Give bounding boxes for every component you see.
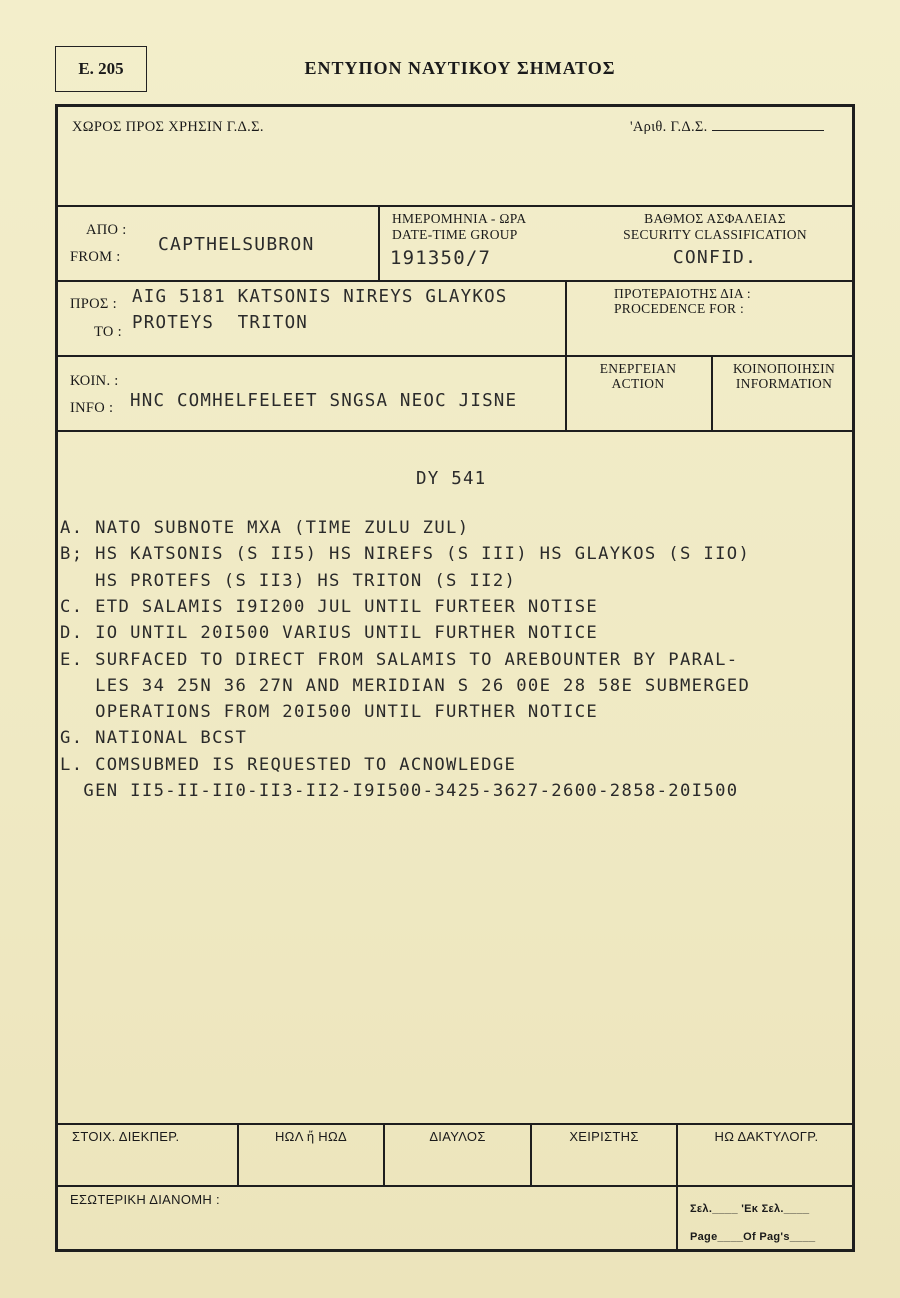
precedence-label-en: PROCEDENCE FOR : [614,301,745,316]
message-line: G. NATIONAL BCST [60,728,248,749]
divider-distribution [55,1185,855,1187]
form-code-box [55,46,147,92]
form-title: ΕΝΤΥΠΟΝ ΝΑΥΤΙΚΟΥ ΣΗΜΑΤΟΣ [304,58,616,78]
distribution-label: ΕΣΩΤΕΡΙΚΗ ΔΙΑΝΟΜΗ : [70,1192,220,1207]
gds-number-label: 'Αριθ. Γ.Δ.Σ. [630,119,824,136]
message-heading: DY 541 [416,469,487,489]
message-line: OPERATIONS FROM 20I500 UNTIL FURTHER NOTICE [60,702,599,723]
page-label-en: Page____Of Pag's____ [690,1231,816,1243]
to-label-en: TO : [94,324,122,340]
divider-to [55,355,855,357]
precedence-label-gr: ΠΡΟΤΕΡΑΙΟΤΗΣ ΔΙΑ : [614,286,751,301]
message-line: E. SURFACED TO DIRECT FROM SALAMIS TO AREBOUNTER BY PARAL- [60,649,739,670]
security-value: CONFID. [672,247,758,268]
info-label-gr: ΚΟΙΝ. : [70,373,119,389]
footer-col-1: ΣΤΟΙΧ. ΔΙΕΚΠΕΡ. [72,1129,180,1144]
message-line: GEN II5-II-II0-II3-II2-I9I500-3425-3627-2600-2858-20I500 [60,781,739,801]
page-box-divider [676,1186,678,1252]
info-value: HNC COMHELFELEET SNGSA NEOC JISNE [130,391,518,411]
divider-from [55,280,855,282]
dtg-value: 191350/7 [390,247,492,269]
message-line: HS PROTEFS (S II3) HS TRITON (S II2) [60,570,517,591]
action-label-en: ACTION [611,376,665,391]
from-value: CAPTHELSUBRON [158,234,315,255]
divider-footer [55,1123,855,1125]
from-label-en: FROM : [70,249,121,265]
footer-col-3: ΔΙΑΥΛΟΣ [429,1129,486,1144]
page-label-gr: Σελ.____ 'Εκ Σελ.____ [690,1203,810,1215]
to-label-gr: ΠΡΟΣ : [70,296,117,312]
from-dtg-divider [378,206,380,280]
footer-col-2: ΗΩΛ ἤ ΗΩΔ [274,1129,348,1144]
message-line: B; HS KATSONIS (S II5) HS NIREFS (S III) HS GLAYKOS (S IIO) [60,544,751,565]
security-label-gr: ΒΑΘΜΟΣ ΑΣΦΑΛΕΙΑΣ [644,211,786,226]
info-label-en: INFO : [70,400,114,416]
action-label-gr: ΕΝΕΡΓΕΙΑΝ [599,361,677,376]
footer-col-5: ΗΩ ΔΑΚΤΥΛΟΓΡ. [714,1129,819,1144]
to-line-1: AIG 5181 KATSONIS NIREYS GLAYKOS [132,287,508,307]
message-line: C. ETD SALAMIS I9I200 JUL UNTIL FURTEER NOTISE [60,596,599,617]
footer-col-4: ΧΕΙΡΙΣΤΗΣ [569,1129,639,1144]
dtg-label-en: DATE-TIME GROUP [392,227,518,242]
message-line: D. IO UNTIL 20I500 VARIUS UNTIL FURTHER NOTICE [60,623,599,644]
to-precedence-divider [565,281,567,355]
from-label-gr: ΑΠΟ : [86,222,127,238]
gds-space-label: ΧΩΡΟΣ ΠΡΟΣ ΧΡΗΣΙΝ Γ.Δ.Σ. [72,119,264,135]
message-line: LES 34 25N 36 27N AND MERIDIAN S 26 00E 28 58E SUBMERGED [60,675,751,696]
form-code: E. 205 [78,59,124,78]
message-line: L. COMSUBMED IS REQUESTED TO ACNOWLEDGE [60,754,517,775]
information-label-en: INFORMATION [735,376,833,391]
to-line-2: PROTEYS TRITON [132,313,309,333]
information-label-gr: ΚΟΙΝΟΠΟΙΗΣΙΝ [732,361,835,376]
divider-info [55,430,855,432]
dtg-label-gr: ΗΜΕΡΟΜΗΝΙΑ - ΩΡΑ [392,211,527,226]
message-line: A. NATO SUBNOTE MXA (TIME ZULU ZUL) [60,518,470,538]
divider-top [55,205,855,207]
security-label-en: SECURITY CLASSIFICATION [623,227,807,242]
